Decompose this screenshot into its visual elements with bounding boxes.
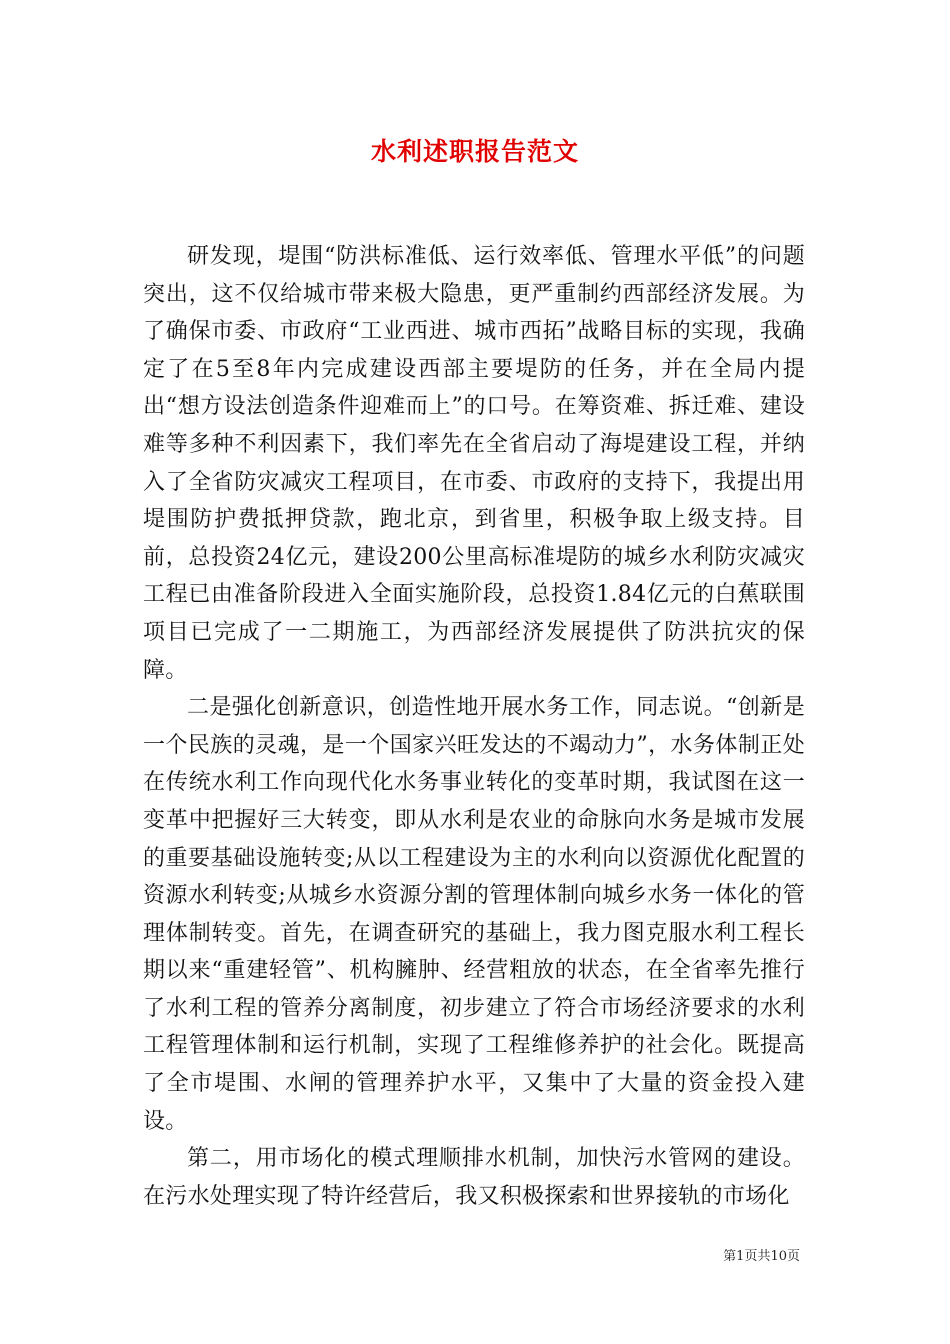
paragraph-2: 二是强化创新意识，创造性地开展水务工作，同志说。“创新是一个民族的灵魂，是一个国家兴旺发达的不竭动力”，水务体制正处在传统水利工作向现代化水务事业转化的变革时期，我试图在这一变革中把握好三大转变，即从水利是农业的命脉向水务是城市发展的重要基础设施转变;从以工程建设为主的水利向以资源优化配置的资源水利转变;从城乡水资源分割的管理体制向城乡水务一体化的管理体制转变。首先，在调查研究的基础上，我力图克服水利工程长期以来“重建轻管”、机构臃肿、经营粗放的状态，在全省率先推行了水利工程的管养分离制度，初步建立了符合市场经济要求的水利工程管理体制和运行机制，实现了工程维修养护的社会化。既提高了全市堤围、水闸的管理养护水平，又集中了大量的资金投入建设。 xyxy=(143,695,805,1134)
document-body xyxy=(143,238,805,1215)
paragraph-1: 研发现，堤围“防洪标准低、运行效率低、管理水平低”的问题突出，这不仅给城市带来极大隐患，更严重制约西部经济发展。为了确保市委、市政府“工业西进、城市西拓”战略目标的实现，我确定了在5至8年内完成建设西部主要堤防的任务，并在全局内提出“想方设法创造条件迎难而上”的口号。在筹资难、拆迁难、建设难等多种不利因素下，我们率先在全省启动了海堤建设工程，并纳入了全省防灾减灾工程项目，在市委、市政府的支持下，我提出用堤围防护费抵押贷款，跑北京，到省里，积极争取上级支持。目前，总投资24亿元，建设200公里高标准堤防的城乡水利防灾减灾工程已由准备阶段进入全面实施阶段，总投资1.84亿元的白蕉联围项目已完成了一二期施工，为西部经济发展提供了防洪抗灾的保障。 xyxy=(143,244,805,683)
document-title: 水利述职报告范文 xyxy=(370,137,579,166)
paragraph-3: 第二，用市场化的模式理顺排水机制，加快污水管网的建设。在污水处理实现了特许经营后，我又积极探索和世界接轨的市场化 xyxy=(143,1146,805,1209)
page-number: 第1页共10页 xyxy=(723,1249,800,1264)
